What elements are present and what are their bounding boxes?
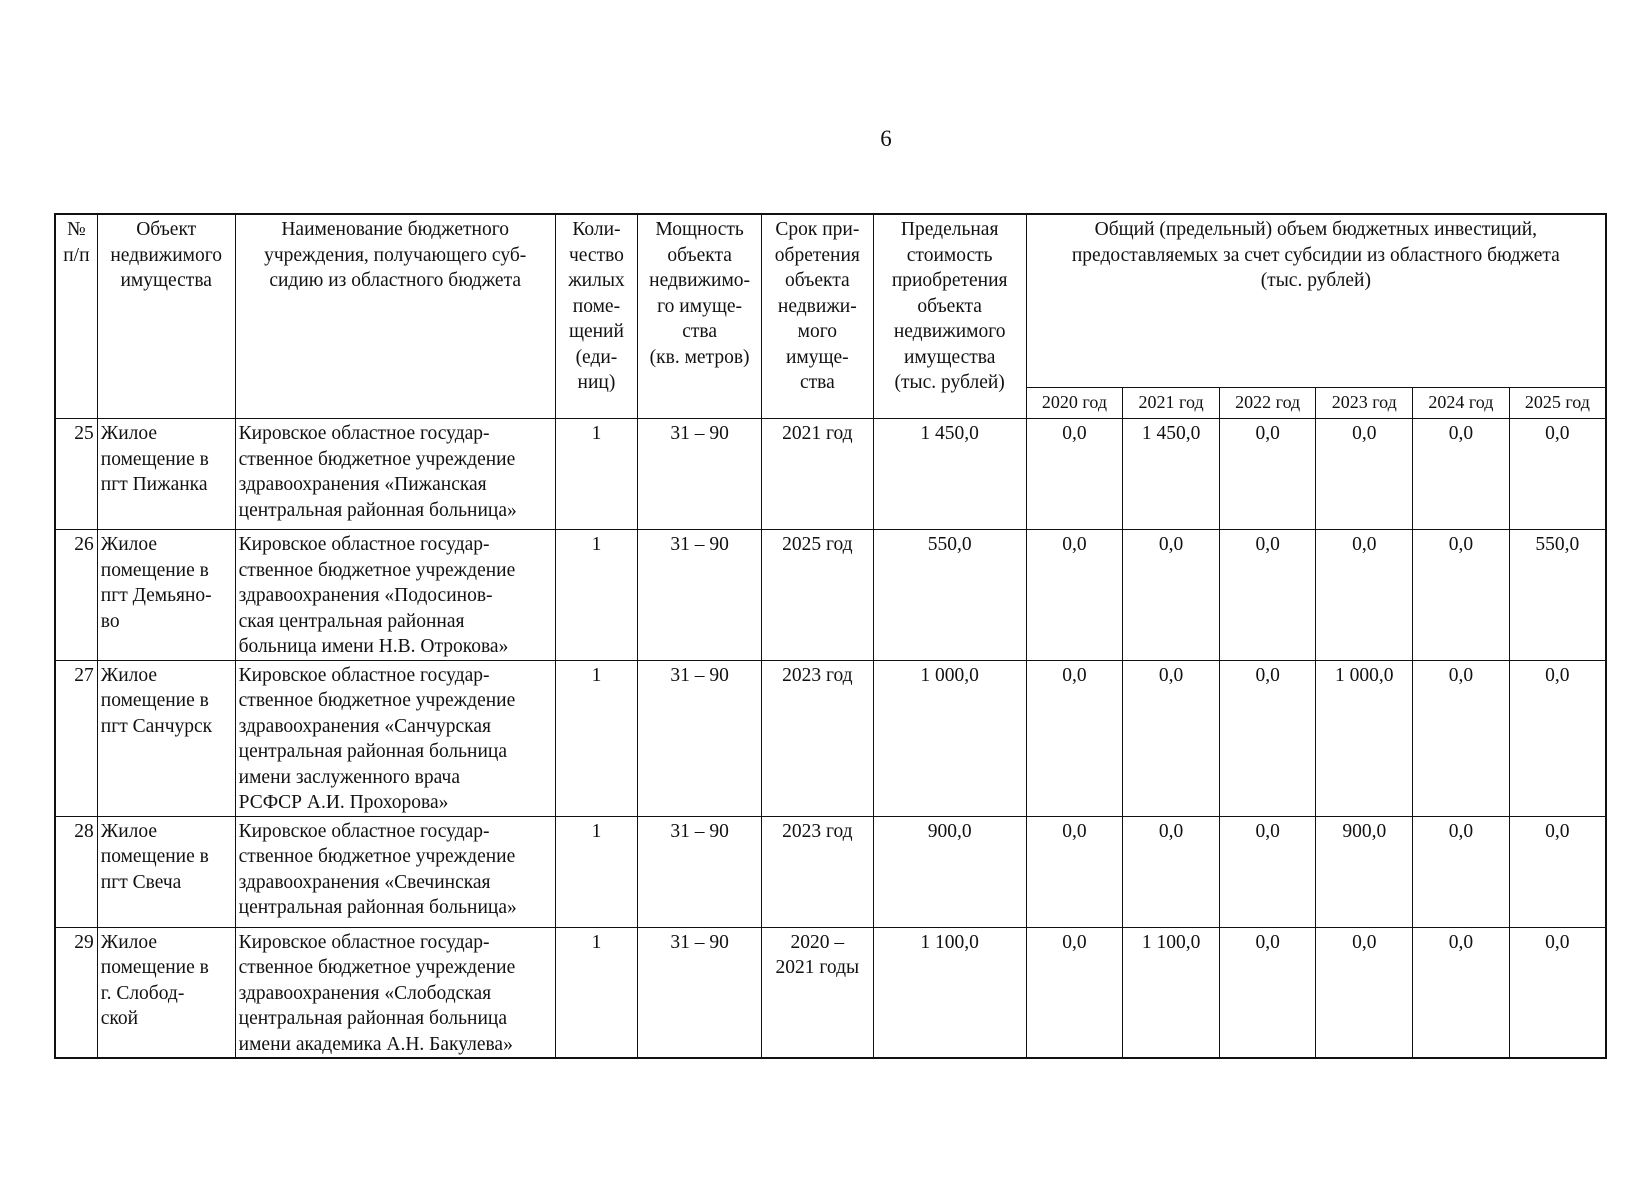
- table-row: [55, 660, 1606, 816]
- header-num: № п/п: [55, 214, 97, 419]
- row-value-2025: 0,0: [1509, 816, 1606, 927]
- budget-investments-table: [54, 213, 1607, 1059]
- row-capacity: 31 – 90: [638, 660, 762, 816]
- header-term: Срок при- обретения объекта недвижи- мого имуще- ства: [761, 214, 873, 419]
- row-max-cost: 1 100,0: [873, 927, 1026, 1058]
- row-value-2024: 0,0: [1413, 660, 1510, 816]
- header-max-cost: Предельная стоимость приобретения объекта недвижимого имущества (тыс. рублей): [873, 214, 1026, 419]
- row-num: 26: [55, 530, 97, 661]
- row-value-2021: 0,0: [1123, 816, 1220, 927]
- row-object: Жилое помещение в пгт Санчурск: [97, 660, 235, 816]
- header-year-2024: 2024 год: [1413, 388, 1510, 419]
- row-value-2025: 0,0: [1509, 660, 1606, 816]
- row-value-2024: 0,0: [1413, 816, 1510, 927]
- row-object: Жилое помещение в пгт Демьяно- во: [97, 530, 235, 661]
- row-object: Жилое помещение в г. Слобод- ской: [97, 927, 235, 1058]
- row-quantity: 1: [555, 660, 638, 816]
- row-term: 2021 год: [761, 419, 873, 530]
- row-num: 27: [55, 660, 97, 816]
- row-value-2022: 0,0: [1219, 927, 1316, 1058]
- row-value-2023: 0,0: [1316, 927, 1413, 1058]
- header-capacity: Мощность объекта недвижимо- го имуще- ства (кв. метров): [638, 214, 762, 419]
- row-num: 28: [55, 816, 97, 927]
- row-max-cost: 1 450,0: [873, 419, 1026, 530]
- row-value-2023: 0,0: [1316, 419, 1413, 530]
- row-term: 2023 год: [761, 816, 873, 927]
- row-num: 25: [55, 419, 97, 530]
- row-value-2021: 1 450,0: [1123, 419, 1220, 530]
- header-year-2020: 2020 год: [1026, 388, 1123, 419]
- row-value-2023: 900,0: [1316, 816, 1413, 927]
- row-value-2020: 0,0: [1026, 530, 1123, 661]
- row-term: 2023 год: [761, 660, 873, 816]
- row-value-2022: 0,0: [1219, 816, 1316, 927]
- table-row: [55, 816, 1606, 927]
- header-institution: Наименование бюджетного учреждения, получающего суб- сидию из областного бюджета: [235, 214, 555, 419]
- header-quantity: Коли- чество жилых поме- щений (еди- ниц): [555, 214, 638, 419]
- row-term: 2025 год: [761, 530, 873, 661]
- row-value-2021: 0,0: [1123, 530, 1220, 661]
- header-object: Объект недвижимого имущества: [97, 214, 235, 419]
- table-row: [55, 419, 1606, 530]
- row-max-cost: 550,0: [873, 530, 1026, 661]
- row-quantity: 1: [555, 419, 638, 530]
- row-institution: Кировское областное государ- ственное бюджетное учреждение здравоохранения «Слободская центральная районная больница имени академика А.Н. Бакулева»: [235, 927, 555, 1058]
- row-value-2025: 550,0: [1509, 530, 1606, 661]
- header-year-2025: 2025 год: [1509, 388, 1606, 419]
- header-investments: Общий (предельный) объем бюджетных инвестиций, предоставляемых за счет субсидии из областного бюджета (тыс. рублей): [1026, 214, 1606, 388]
- row-max-cost: 1 000,0: [873, 660, 1026, 816]
- header-year-2021: 2021 год: [1123, 388, 1220, 419]
- row-value-2020: 0,0: [1026, 660, 1123, 816]
- row-value-2025: 0,0: [1509, 927, 1606, 1058]
- row-value-2025: 0,0: [1509, 419, 1606, 530]
- row-capacity: 31 – 90: [638, 419, 762, 530]
- row-institution: Кировское областное государ- ственное бюджетное учреждение здравоохранения «Подосинов- ская центральная районная больница имени Н.В. Отрокова»: [235, 530, 555, 661]
- row-value-2024: 0,0: [1413, 419, 1510, 530]
- row-value-2024: 0,0: [1413, 927, 1510, 1058]
- row-institution: Кировское областное государ- ственное бюджетное учреждение здравоохранения «Свечинская центральная районная больница»: [235, 816, 555, 927]
- row-quantity: 1: [555, 816, 638, 927]
- row-value-2022: 0,0: [1219, 660, 1316, 816]
- row-value-2020: 0,0: [1026, 927, 1123, 1058]
- row-quantity: 1: [555, 530, 638, 661]
- row-institution: Кировское областное государ- ственное бюджетное учреждение здравоохранения «Пижанская центральная районная больница»: [235, 419, 555, 530]
- row-object: Жилое помещение в пгт Свеча: [97, 816, 235, 927]
- row-value-2021: 1 100,0: [1123, 927, 1220, 1058]
- row-capacity: 31 – 90: [638, 816, 762, 927]
- row-value-2022: 0,0: [1219, 419, 1316, 530]
- table-header-row: [55, 214, 1606, 388]
- row-capacity: 31 – 90: [638, 927, 762, 1058]
- row-value-2020: 0,0: [1026, 816, 1123, 927]
- row-object: Жилое помещение в пгт Пижанка: [97, 419, 235, 530]
- row-value-2021: 0,0: [1123, 660, 1220, 816]
- table-row: [55, 530, 1606, 661]
- row-value-2020: 0,0: [1026, 419, 1123, 530]
- row-value-2022: 0,0: [1219, 530, 1316, 661]
- row-value-2023: 0,0: [1316, 530, 1413, 661]
- row-value-2024: 0,0: [1413, 530, 1510, 661]
- header-year-2023: 2023 год: [1316, 388, 1413, 419]
- row-term: 2020 – 2021 годы: [761, 927, 873, 1058]
- row-max-cost: 900,0: [873, 816, 1026, 927]
- row-quantity: 1: [555, 927, 638, 1058]
- row-capacity: 31 – 90: [638, 530, 762, 661]
- page-number: 6: [880, 126, 892, 151]
- header-year-2022: 2022 год: [1219, 388, 1316, 419]
- table-row: [55, 927, 1606, 1058]
- row-num: 29: [55, 927, 97, 1058]
- row-institution: Кировское областное государ- ственное бюджетное учреждение здравоохранения «Санчурская центральная районная больница имени заслуженного врача РСФСР А.И. Прохорова»: [235, 660, 555, 816]
- row-value-2023: 1 000,0: [1316, 660, 1413, 816]
